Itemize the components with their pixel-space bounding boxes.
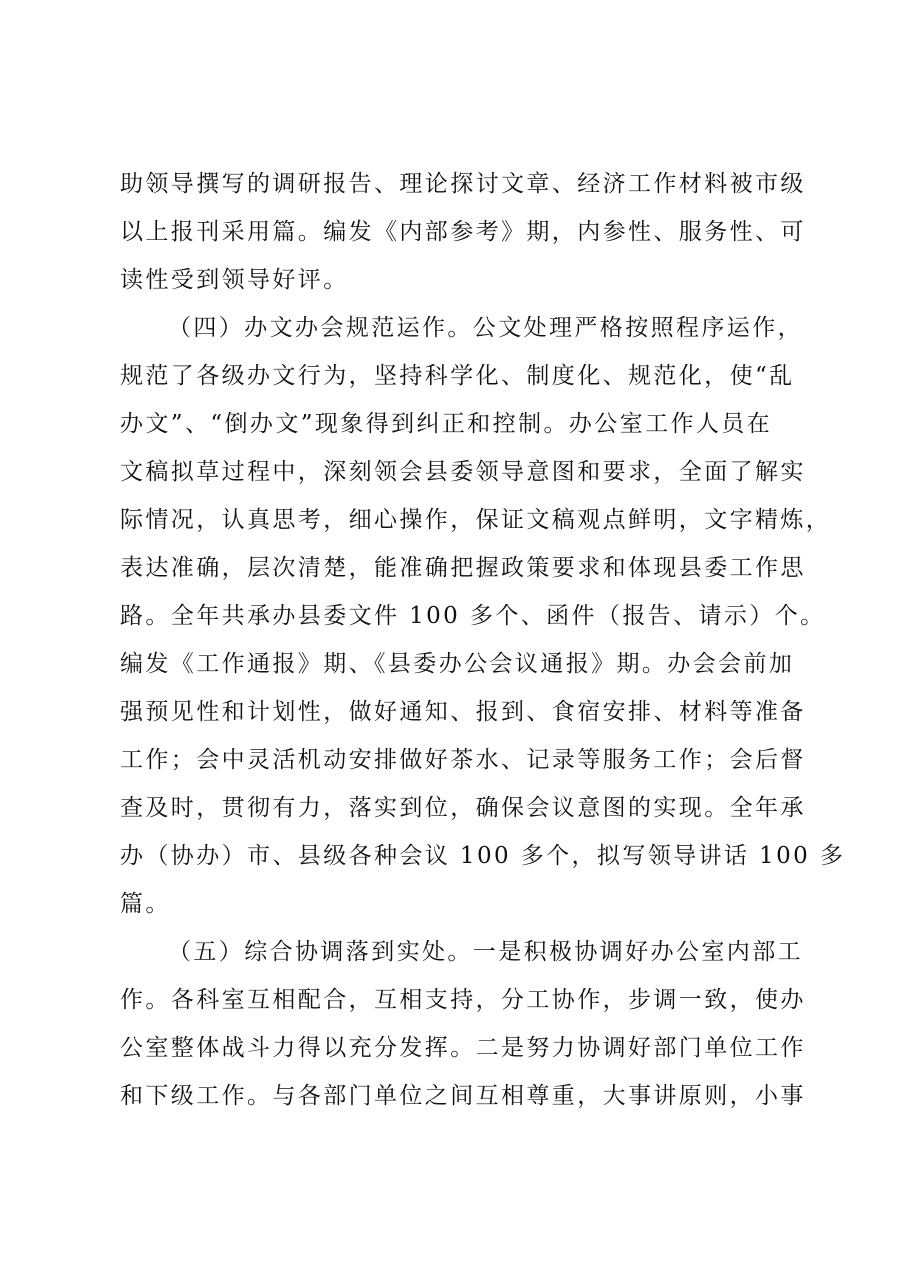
- text-line: 助领导撰写的调研报告、理论探讨文章、经济工作材料被市级: [120, 171, 806, 197]
- text-line: 办（协办）市、县级各种会议 100 多个，拟写领导讲话 100 多: [120, 843, 846, 869]
- text-line: 际情况，认真思考，细心操作，保证文稿观点鲜明，文字精炼，: [120, 507, 832, 533]
- paragraph-heading-line: （四）办文办会规范运作。公文处理严格按照程序运作，: [168, 315, 803, 341]
- text-line: 工作；会中灵活机动安排做好茶水、记录等服务工作；会后督: [120, 747, 806, 773]
- text-line: 规范了各级办文行为，坚持科学化、制度化、规范化，使“乱: [120, 363, 795, 389]
- text-line: 以上报刊采用篇。编发《内部参考》期，内参性、服务性、可: [120, 219, 806, 245]
- text-line: 和下级工作。与各部门单位之间互相尊重，大事讲原则，小事: [120, 1083, 806, 1109]
- paragraph-heading-line: （五）综合协调落到实处。一是积极协调好办公室内部工: [168, 939, 803, 965]
- text-line: 强预见性和计划性，做好通知、报到、食宿安排、材料等准备: [120, 699, 806, 725]
- text-line: 查及时，贯彻有力，落实到位，确保会议意图的实现。全年承: [120, 795, 806, 821]
- text-line: 作。各科室互相配合，互相支持，分工协作，步调一致，使办: [120, 987, 806, 1013]
- text-line: 办文”、“倒办文”现象得到纠正和控制。办公室工作人员在: [120, 411, 773, 437]
- text-line: 文稿拟草过程中，深刻领会县委领导意图和要求，全面了解实: [120, 459, 806, 485]
- text-line: 读性受到领导好评。: [120, 267, 349, 293]
- text-line: 编发《工作通报》期、《县委办公会议通报》期。办会会前加: [120, 651, 795, 677]
- text-line: 路。全年共承办县委文件 100 多个、函件（报告、请示）个。: [120, 603, 826, 629]
- text-line: 公室整体战斗力得以充分发挥。二是努力协调好部门单位工作: [120, 1035, 806, 1061]
- text-line: 表达准确，层次清楚，能准确把握政策要求和体现县委工作思: [120, 555, 806, 581]
- text-line: 篇。: [120, 891, 171, 917]
